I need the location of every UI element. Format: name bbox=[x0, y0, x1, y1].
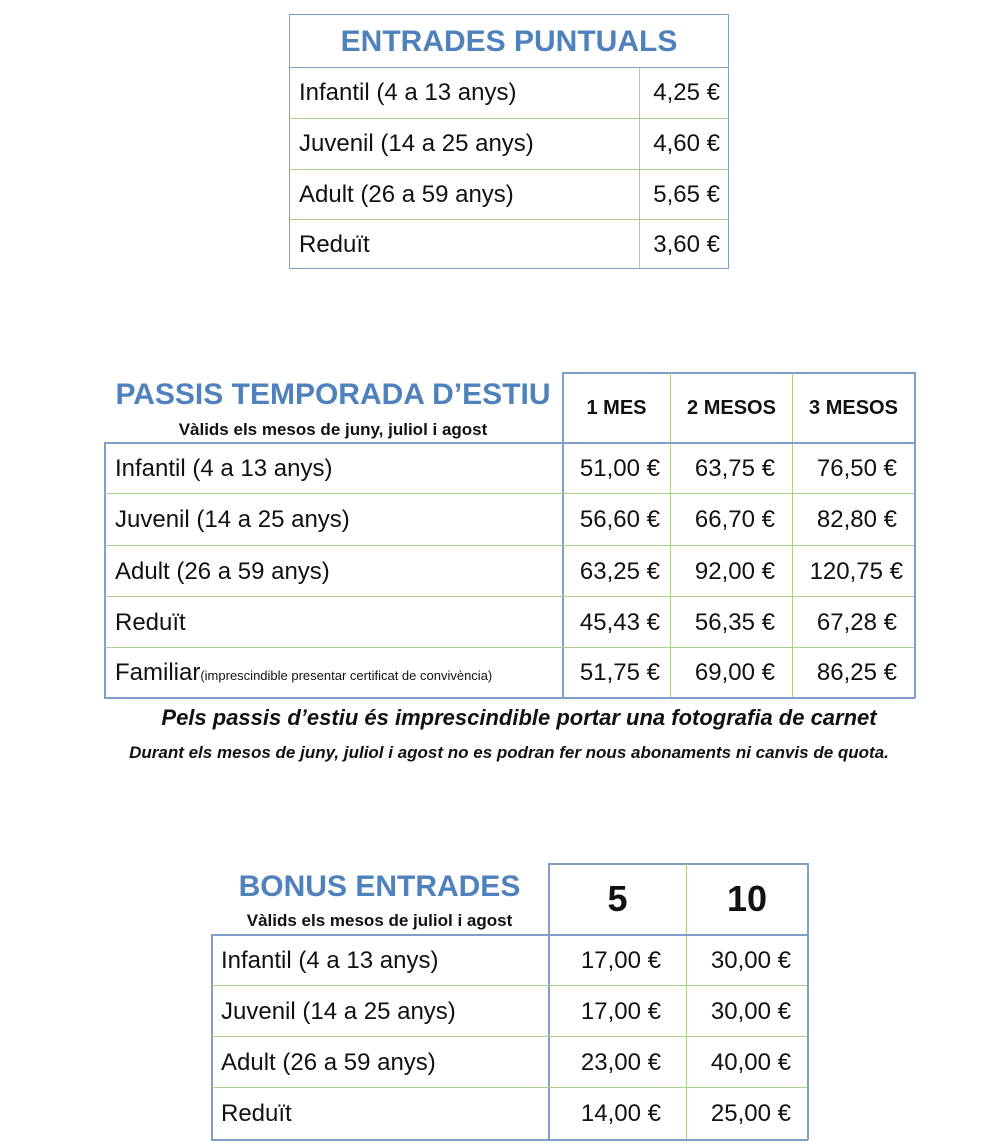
row-label: Adult (26 a 59 anys) bbox=[115, 558, 330, 585]
row-price: 66,70 € bbox=[694, 506, 775, 533]
row-label: Reduït bbox=[115, 609, 186, 636]
row-price: 76,50 € bbox=[816, 455, 897, 482]
table-row bbox=[212, 1037, 808, 1088]
column-header: 2 MESOS bbox=[687, 397, 776, 419]
table-row bbox=[212, 986, 808, 1037]
row-price: 86,25 € bbox=[816, 659, 897, 686]
row-price: 69,00 € bbox=[694, 659, 775, 686]
row-price: 23,00 € bbox=[580, 1049, 661, 1076]
row-price: 51,00 € bbox=[579, 455, 660, 482]
table-row bbox=[212, 935, 808, 986]
row-label: Juvenil (14 a 25 anys) bbox=[115, 506, 350, 533]
column-header: 5 bbox=[607, 878, 628, 919]
row-price: 17,00 € bbox=[580, 947, 661, 974]
table-row bbox=[212, 1088, 808, 1139]
row-label: Infantil (4 a 13 anys) bbox=[221, 947, 439, 974]
row-price: 56,60 € bbox=[579, 506, 660, 533]
row-price: 30,00 € bbox=[710, 947, 791, 974]
column-header: 3 MESOS bbox=[809, 397, 898, 419]
row-label: Infantil (4 a 13 anys) bbox=[115, 455, 333, 482]
row-price: 82,80 € bbox=[816, 506, 897, 533]
row-price: 30,00 € bbox=[710, 998, 791, 1025]
row-price: 67,28 € bbox=[816, 609, 897, 636]
bonus-title: BONUS ENTRADES bbox=[238, 870, 521, 903]
row-price: 5,65 € bbox=[653, 181, 720, 208]
entrades-puntuals-title: ENTRADES PUNTUALS bbox=[290, 15, 728, 68]
column-header: 1 MES bbox=[586, 397, 647, 419]
passis-subtitle: Vàlids els mesos de juny, juliol i agost bbox=[178, 420, 488, 439]
row-price: 120,75 € bbox=[809, 558, 903, 585]
row-price: 17,00 € bbox=[580, 998, 661, 1025]
column-header: 10 bbox=[726, 878, 768, 919]
border bbox=[211, 1139, 808, 1141]
row-label: Reduït bbox=[221, 1100, 292, 1127]
row-label: Infantil (4 a 13 anys) bbox=[299, 79, 517, 106]
row-label: Juvenil (14 a 25 anys) bbox=[221, 998, 456, 1025]
row-price: 4,25 € bbox=[653, 79, 720, 106]
row-price: 14,00 € bbox=[580, 1100, 661, 1127]
row-label: Familiar(imprescindible presentar certificat de convivència) bbox=[115, 659, 493, 686]
row-note: (imprescindible presentar certificat de convivència) bbox=[200, 668, 493, 683]
row-price: 92,00 € bbox=[694, 558, 775, 585]
row-label: Juvenil (14 a 25 anys) bbox=[299, 130, 534, 157]
row-price: 40,00 € bbox=[710, 1049, 791, 1076]
bonus-subtitle: Vàlids els mesos de juliol i agost bbox=[246, 911, 513, 930]
note-months: Durant els mesos de juny, juliol i agost no es podran fer nous abonaments ni canvis de quota. bbox=[129, 743, 889, 762]
row-price: 4,60 € bbox=[653, 130, 720, 157]
row-price: 56,35 € bbox=[694, 609, 775, 636]
row-price: 45,43 € bbox=[579, 609, 660, 636]
passis-title: PASSIS TEMPORADA D’ESTIU bbox=[115, 378, 551, 411]
row-price: 3,60 € bbox=[653, 231, 720, 258]
row-label: Reduït bbox=[299, 231, 370, 258]
note-photo: Pels passis d’estiu és imprescindible portar una fotografia de carnet bbox=[161, 705, 877, 730]
row-price: 63,75 € bbox=[694, 455, 775, 482]
row-price: 25,00 € bbox=[710, 1100, 791, 1127]
row-price: 51,75 € bbox=[579, 659, 660, 686]
row-label: Adult (26 a 59 anys) bbox=[221, 1049, 436, 1076]
row-price: 63,25 € bbox=[579, 558, 660, 585]
row-label: Adult (26 a 59 anys) bbox=[299, 181, 514, 208]
